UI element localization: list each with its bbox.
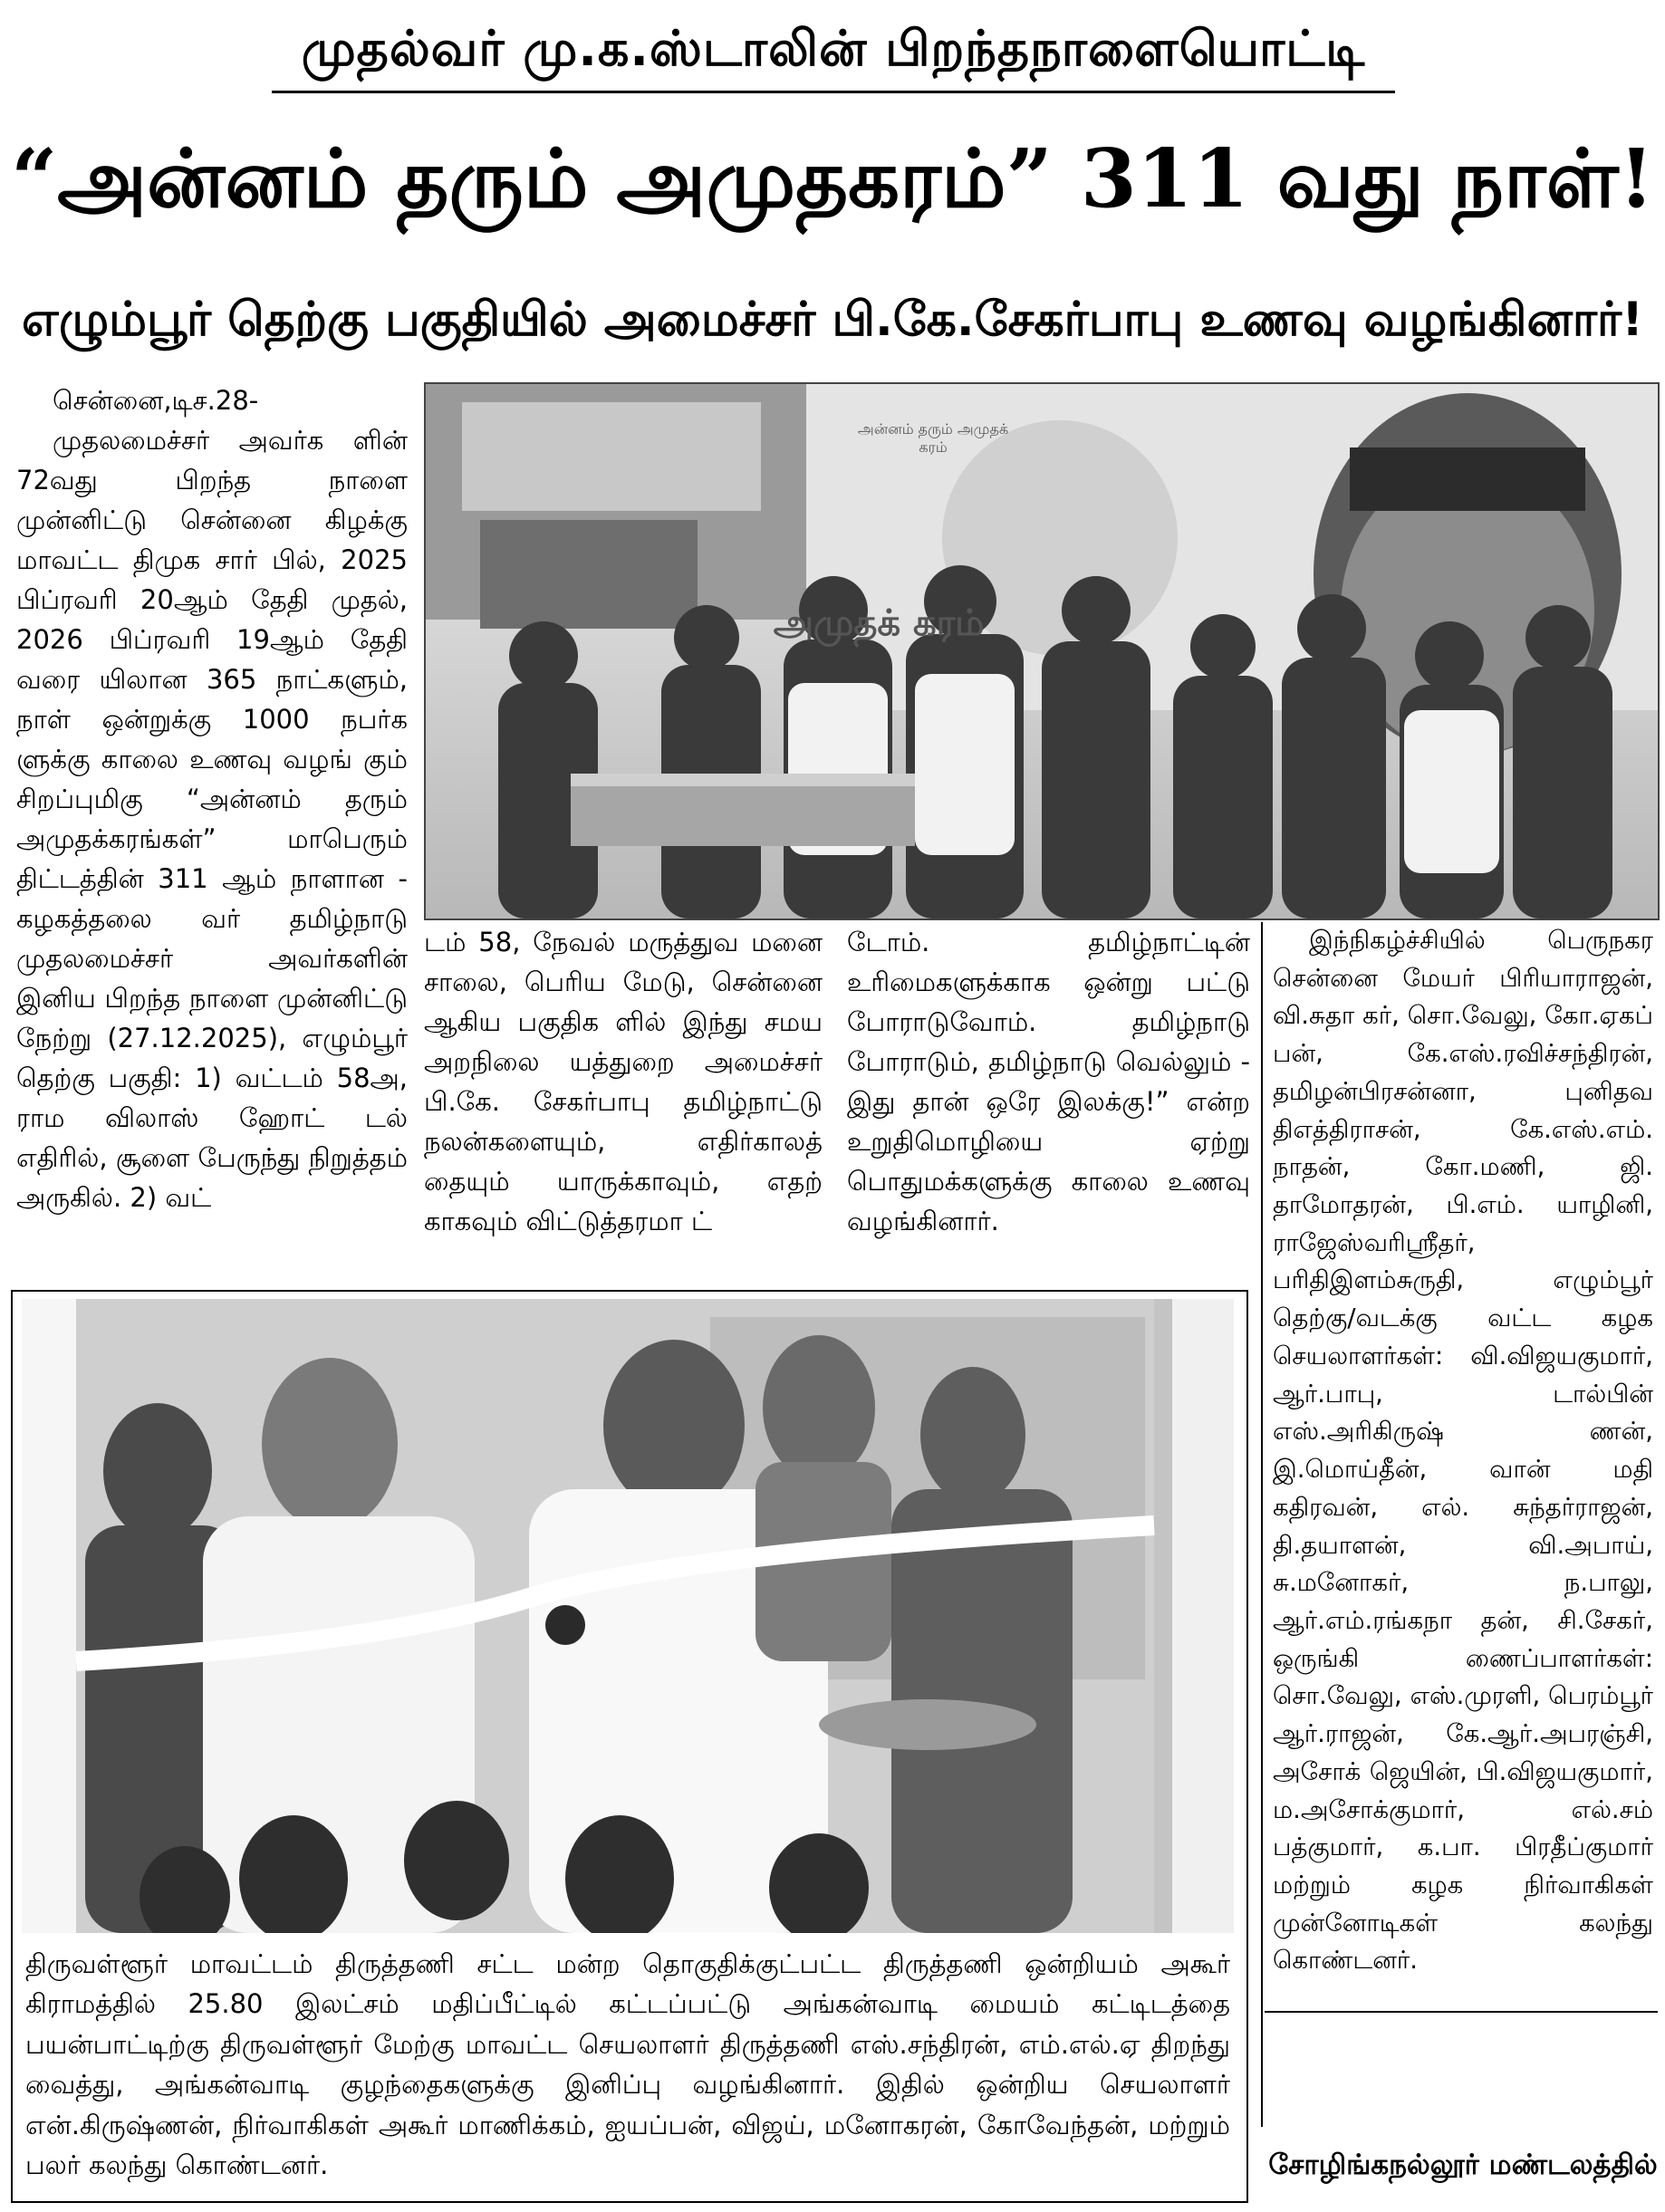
column-divider — [1261, 922, 1263, 2127]
article-paragraph: டோம். தமிழ்நாட்டின் உரிமைகளுக்காக ஒன்று பட்டு போராடுவோம். தமிழ்நாடு போராடும், தமிழ்நாடு வெல்லும் - இது தான் ஒரே இலக்கு!” என்ற உறுதிமொழியை ஏற்று பொதுமக்களுக்கு காலை உணவு வழங்கினார். — [847, 927, 1250, 1236]
photo-illustration — [22, 1299, 1234, 1933]
kicker-line: முதல்வர் மு.க.ஸ்டாலின் பிறந்தநாளையொட்டி — [272, 11, 1395, 93]
article-paragraph: இந்நிகழ்ச்சியில் பெருநகர சென்னை மேயர் பிரியாராஜன், வி.சுதா கர், சொ.வேலு, கோ.ஏகப் பன், கே.எஸ்.ரவிச்சந்திரன், தமிழன்பிரசன்னா, புனிதவ திஎத்திராசன், கே.எஸ்.எம். நாதன், கோ.மணி, ஜி. தாமோதரன், பி.எம். யாழினி, ராஜேஸ்வரிஸ்ரீதர், பரிதிஇளம்சுருதி, எழும்பூர் தெற்கு/வடக்கு வட்ட கழக செயலாளர்கள்: வி.விஜயகுமார், ஆர்.பாபு, டால்பின் எஸ்.அரிகிருஷ் ணன், இ.மொய்தீன், வான் மதி கதிரவன், எல். சுந்தர்ராஜன், தி.தயாளன், வி.அபாய், சு.மனோகர், ந.பாலு, ஆர்.எம்.ரங்கநா தன், சி.சேகர், ஒருங்கி ணைப்பாளர்கள்: சொ.வேலு, எஸ்.முரளி, பெரம்பூர் ஆர்.ராஜன், கே.ஆர்.அபரஞ்சி, அசோக் ஜெயின், பி.விஜயகுமார், ம.அசோக்குமார், எல்.சம் பத்குமார், க.பா. பிரதீப்குமார் மற்றும் கழக நிர்வாகிகள் முன்னோடிகள் கலந்து கொண்டனர். — [1273, 926, 1653, 1976]
photo-caption: திருவள்ளூர் மாவட்டம் திருத்தணி சட்ட மன்ற தொகுதிக்குட்பட்ட திருத்தணி ஒன்றியம் அகூர் கிராமத்தில் 25.80 இலட்சம் மதிப்பீட்டில் கட்டப்பட்டு அங்கன்வாடி மையம் கட்டிடத்தை பயன்பாட்டிற்கு திருவள்ளூர் மேற்கு மாவட்ட செயலாளர் திருத்தணி எஸ்.சந்திரன், எம்.எல்.ஏ திறந்து வைத்து, அங்கன்வாடி குழந்தைகளுக்கு இனிப்பு வழங்கினார். இதில் ஒன்றிய செயலாளர் என்.கிருஷ்ணன், நிர்வாகிகள் அகூர் மாணிக்கம், ஐயப்பன், விஜய், மனோகரன், கோவேந்தன், மற்றும் பலர் கலந்து கொண்டனர். — [25, 1948, 1230, 2181]
article-column-1 — [16, 380, 408, 1277]
article-paragraph: டம் 58, நேவல் மருத்துவ மனை சாலை, பெரிய மேடு, சென்னை ஆகிய பகுதிக ளில் இந்து சமய அறநிலை யத்துறை அமைச்சர் பி.கே. சேகர்பாபு தமிழ்நாட்டு நலன்களையும், எதிர்காலத் தையும் யாருக்காவும், எதற் காகவும் விட்டுத்தரமா ட் — [424, 927, 823, 1236]
subheadline: எழும்பூர் தெற்கு பகுதியில் அமைச்சர் பி.கே.சேகர்பாபு உணவு வழங்கினார்! — [22, 293, 1643, 347]
banner-text: அமுதக் கரம் — [773, 601, 985, 644]
article-paragraph: முதலமைச்சர் அவர்க ளின் 72வது பிறந்த நாளை முன்னிட்டு சென்னை கிழக்கு மாவட்ட திமுக சார் பில், 2025 பிப்ரவரி 20ஆம் தேதி முதல், 2026 பிப்ரவரி 19ஆம் தேதி வரை யிலான 365 நாட்களும், நாள் ஒன்றுக்கு 1000 நபர்க ளுக்கு காலை உணவு வழங் கும் சிறப்புமிகு “அன்னம் தரும் அமுதக்கரங்கள்” மாபெரும் திட்டத்தின் 311 ஆம் நாளான - கழகத்தலை வர் தமிழ்நாடு முதலமைச்சர் அவர்களின் இனிய பிறந்த நாளை முன்னிட்டு நேற்று (27.12.2025), எழும்பூர் தெற்கு பகுதி: 1) வட்டம் 58அ, ராம விலாஸ் ஹோட் டல் எதிரில், சூளை பேருந்து நிறுத்தம் அருகில். 2) வட் — [16, 425, 408, 1213]
article-column-4 — [1273, 922, 1653, 1991]
ribbon-cutting-photo — [22, 1299, 1234, 1933]
plate-text: அன்னம் தரும் அமுதக் கரம் — [857, 420, 1009, 456]
next-article-headline: சோழிங்கநல்லூர் மண்டலத்தில் — [1268, 2149, 1658, 2181]
section-divider — [1265, 2011, 1658, 2013]
dateline: சென்னை,டிச.28- — [53, 385, 259, 416]
headline: “அன்னம் தரும் அமுதகரம்” 311 வது நாள்! — [11, 130, 1654, 226]
food-distribution-photo — [424, 382, 1660, 920]
article-column-3 — [847, 922, 1250, 1266]
ribbon-cutting-box — [11, 1290, 1248, 2203]
article-column-2 — [424, 922, 823, 1266]
photo-illustration — [426, 384, 1658, 918]
